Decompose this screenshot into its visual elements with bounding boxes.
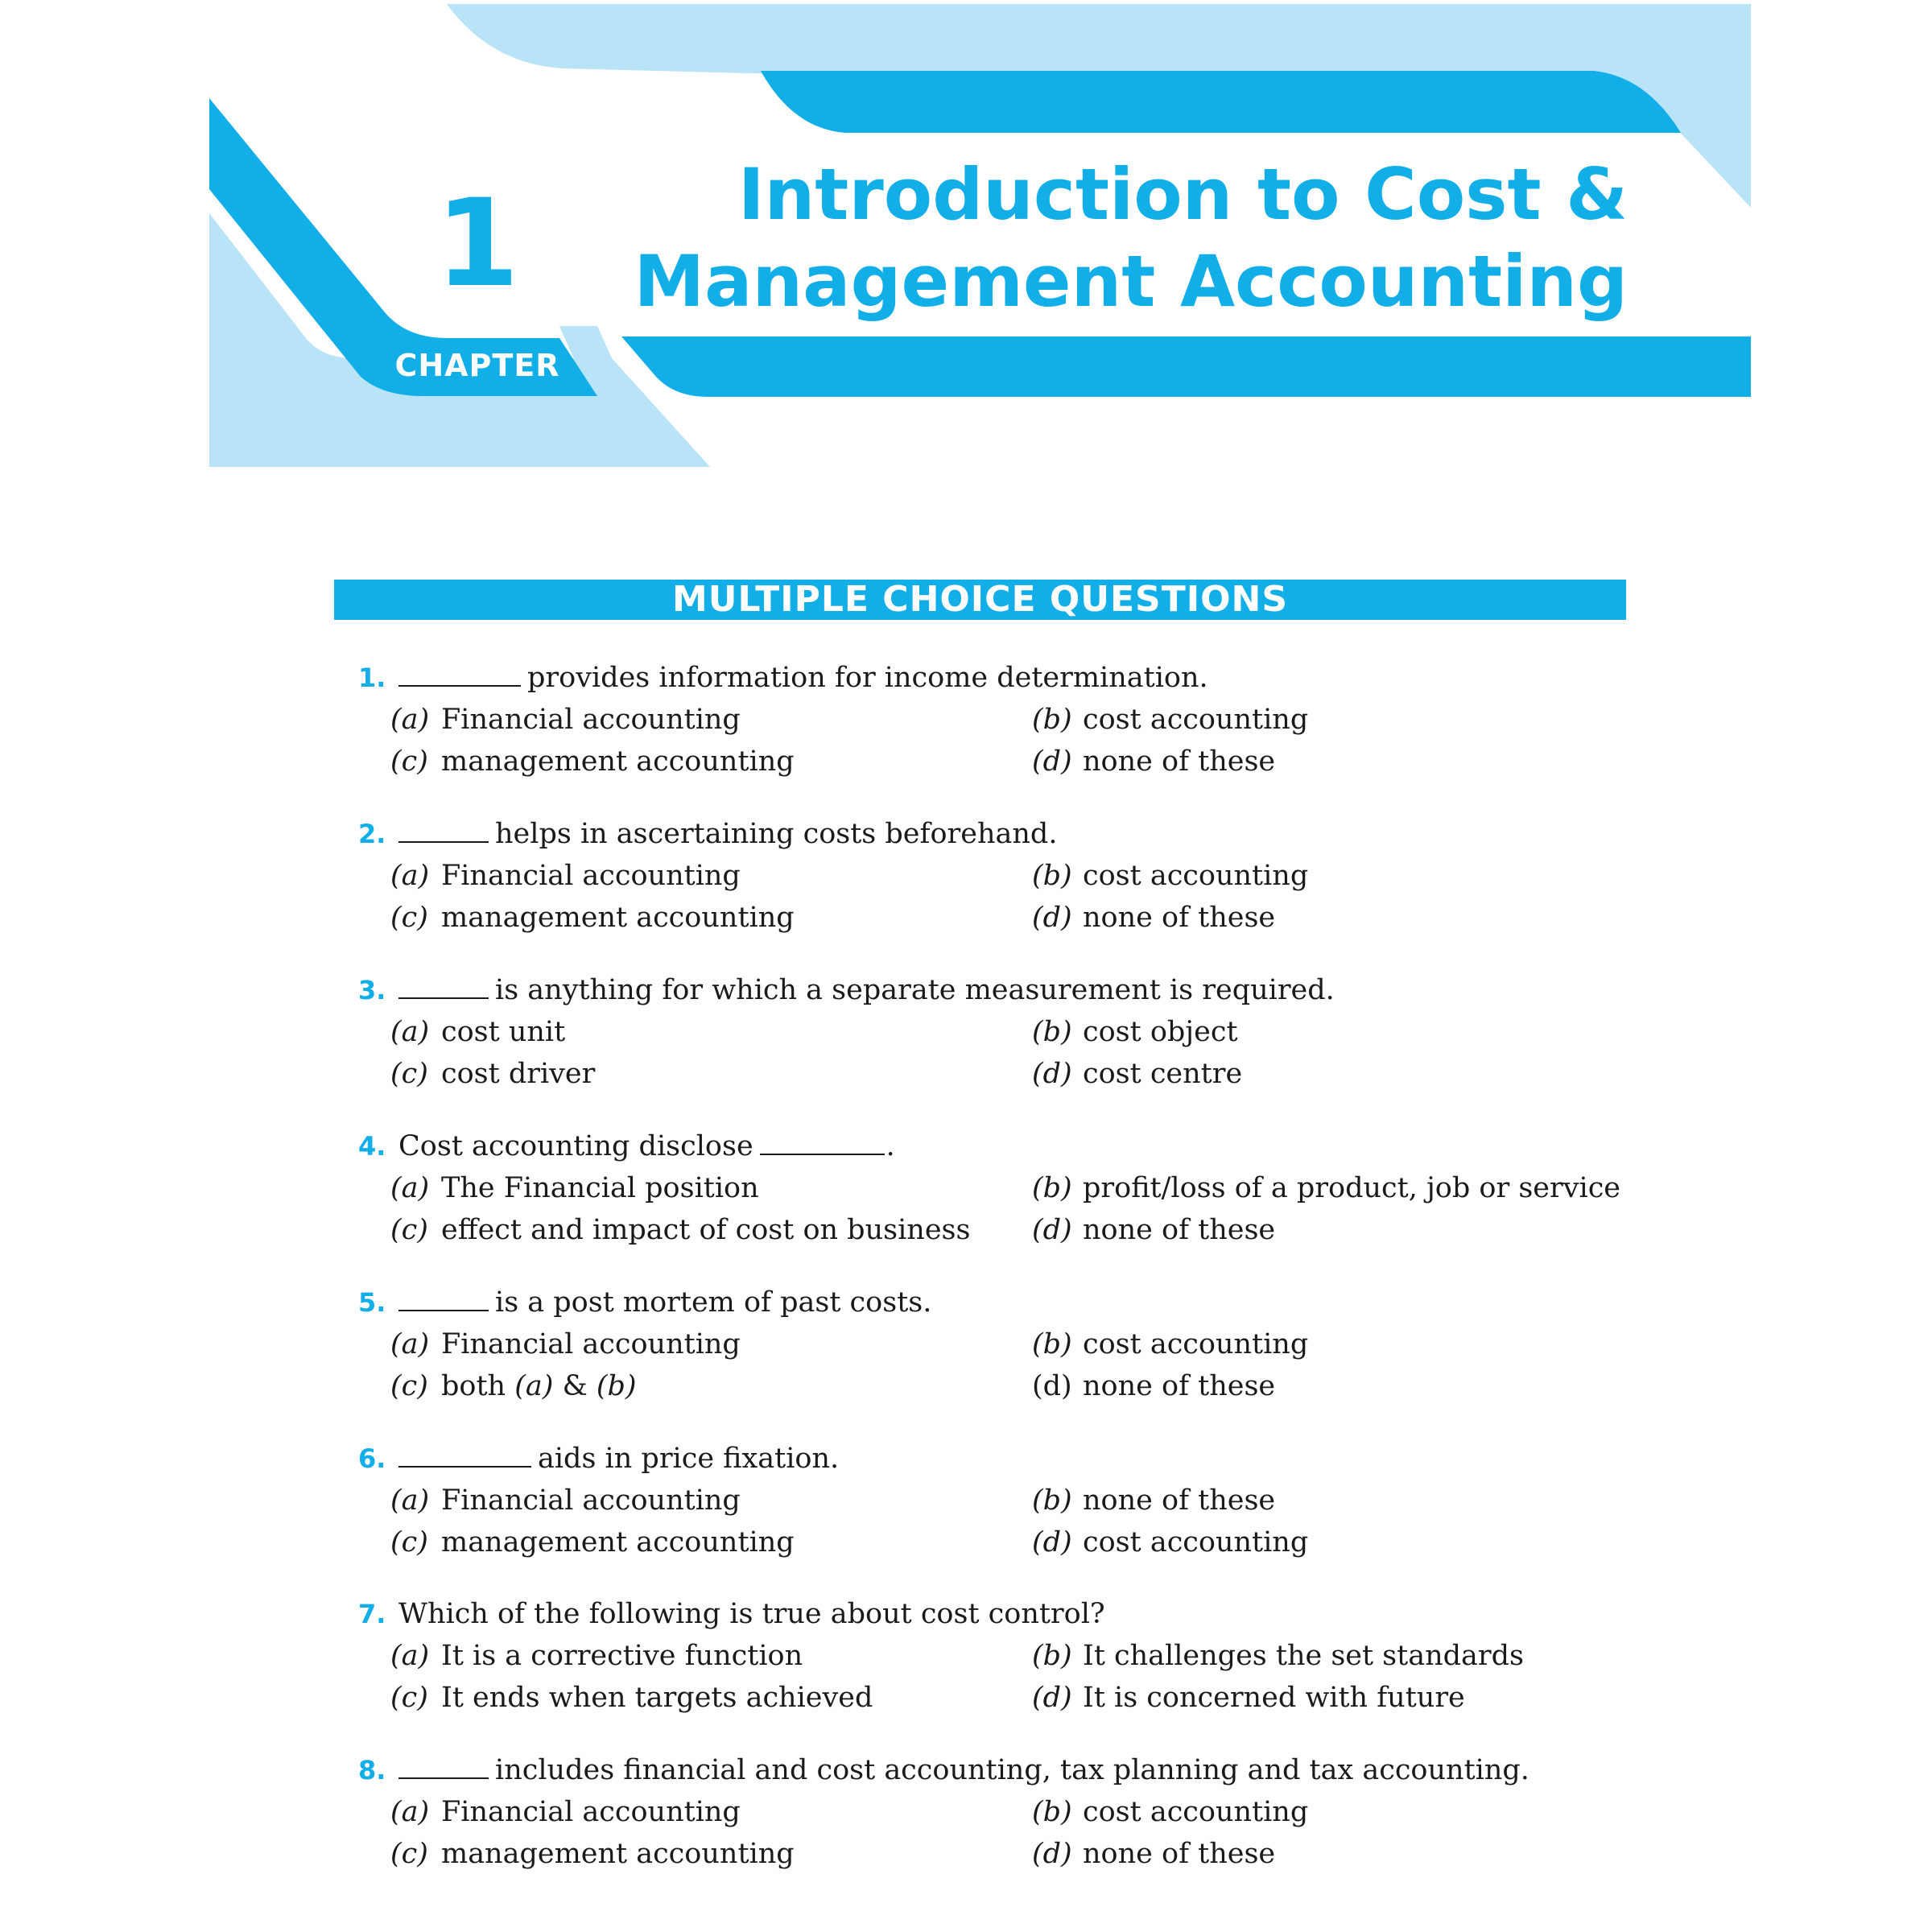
- option-text: It ends when targets achieved: [441, 1682, 873, 1714]
- option-text: management accounting: [441, 1838, 795, 1870]
- option-c: [390, 1209, 1032, 1251]
- option-text: cost accounting: [1083, 704, 1309, 736]
- question-text-end: .: [886, 1130, 895, 1162]
- option-letter: (d): [1032, 902, 1072, 934]
- question-text: aids in price fixation.: [538, 1443, 840, 1475]
- option-b: [1032, 1480, 1622, 1521]
- option-text: The Financial position: [441, 1172, 759, 1204]
- option-a: [390, 1323, 1032, 1365]
- option-text: cost driver: [441, 1058, 596, 1090]
- answer-blank: [398, 968, 489, 999]
- answer-blank: [760, 1125, 885, 1155]
- question-text: includes financial and cost accounting, tax planning and tax accounting.: [495, 1754, 1530, 1786]
- option-text: cost object: [1083, 1016, 1238, 1048]
- option-text: cost accounting: [1083, 1328, 1309, 1360]
- option-letter: (a): [390, 704, 430, 736]
- option-text: It is concerned with future: [1083, 1682, 1465, 1714]
- option-b: [1032, 1635, 1622, 1677]
- question-list: [358, 656, 1622, 1905]
- option-d: [1032, 1209, 1622, 1251]
- option-d: [1032, 1053, 1622, 1095]
- option-a: [390, 855, 1032, 897]
- option-letter: (c): [390, 1058, 428, 1090]
- option-letter: (b): [1032, 860, 1072, 892]
- option-letter: (d): [1032, 1526, 1072, 1558]
- chapter-title: [634, 151, 1628, 325]
- option-c: [390, 1521, 1032, 1563]
- option-letter: (c): [390, 1526, 428, 1558]
- question-number: 7.: [358, 1599, 386, 1629]
- option-text: management accounting: [441, 902, 795, 934]
- option-b: [1032, 1791, 1622, 1833]
- question-3: [358, 968, 1622, 1095]
- option-letter: (b): [1032, 1484, 1072, 1517]
- question-text: Cost accounting disclose: [398, 1130, 753, 1162]
- option-letter: (b): [1032, 1796, 1072, 1828]
- question-number: 6.: [358, 1443, 386, 1474]
- answer-blank: [398, 1281, 489, 1311]
- option-ref-a: (a): [514, 1370, 554, 1402]
- question-text: is a post mortem of past costs.: [495, 1286, 932, 1319]
- option-a: [390, 1635, 1032, 1677]
- option-text: none of these: [1083, 1214, 1276, 1246]
- option-c: [390, 1365, 1032, 1407]
- answer-blank: [398, 656, 521, 687]
- chapter-title-line-1: Introduction to Cost &: [737, 153, 1628, 236]
- answer-blank: [398, 812, 489, 843]
- question-number: 5.: [358, 1287, 386, 1318]
- option-text: Financial accounting: [441, 860, 741, 892]
- option-text: Financial accounting: [441, 1328, 741, 1360]
- option-text: Financial accounting: [441, 1796, 741, 1828]
- option-letter: (b): [1032, 704, 1072, 736]
- option-letter: (d): [1032, 1214, 1072, 1246]
- option-letter: (a): [390, 1016, 430, 1048]
- option-d: [1032, 1521, 1622, 1563]
- option-text: cost unit: [441, 1016, 566, 1048]
- option-d: [1032, 741, 1622, 782]
- option-letter: (a): [390, 860, 430, 892]
- option-text: none of these: [1083, 745, 1276, 778]
- option-letter: (d): [1032, 1682, 1072, 1714]
- option-letter: (a): [390, 1640, 430, 1672]
- option-text: none of these: [1083, 1484, 1276, 1517]
- option-letter: (a): [390, 1796, 430, 1828]
- question-text: Which of the following is true about cost control?: [398, 1598, 1105, 1630]
- option-letter: (c): [390, 902, 428, 934]
- option-text: Financial accounting: [441, 704, 741, 736]
- question-6: [358, 1437, 1622, 1563]
- option-letter: (b): [1032, 1640, 1072, 1672]
- option-letter: (a): [390, 1484, 430, 1517]
- option-text: none of these: [1083, 1370, 1276, 1402]
- option-c: [390, 1677, 1032, 1719]
- option-text: [441, 1365, 637, 1407]
- option-text-main: both: [441, 1370, 506, 1402]
- option-text: profit/loss of a product, job or service: [1083, 1172, 1621, 1204]
- option-c: [390, 741, 1032, 782]
- option-d: [1032, 1677, 1622, 1719]
- option-letter: (c): [390, 1370, 428, 1402]
- chapter-number: 1: [435, 174, 520, 314]
- question-7: [358, 1593, 1622, 1719]
- option-text: cost accounting: [1083, 860, 1309, 892]
- option-letter: (a): [390, 1328, 430, 1360]
- question-number: 1.: [358, 663, 386, 693]
- section-heading: MULTIPLE CHOICE QUESTIONS: [334, 580, 1626, 620]
- question-4: [358, 1125, 1622, 1251]
- option-a: [390, 1791, 1032, 1833]
- option-d: [1032, 1365, 1622, 1407]
- option-text: Financial accounting: [441, 1484, 741, 1517]
- option-letter: (b): [1032, 1328, 1072, 1360]
- option-letter: (d): [1032, 1838, 1072, 1870]
- option-letter: (c): [390, 745, 428, 778]
- question-2: [358, 812, 1622, 939]
- option-b: [1032, 1167, 1622, 1209]
- option-text: cost accounting: [1083, 1526, 1309, 1558]
- question-number: 4.: [358, 1131, 386, 1162]
- option-letter: (d): [1032, 1058, 1072, 1090]
- option-d: [1032, 897, 1622, 939]
- option-letter: (d): [1032, 745, 1072, 778]
- chapter-label: CHAPTER: [394, 348, 560, 383]
- option-c: [390, 1053, 1032, 1095]
- option-b: [1032, 699, 1622, 741]
- option-text: management accounting: [441, 1526, 795, 1558]
- option-letter: (a): [390, 1172, 430, 1204]
- option-text: It challenges the set standards: [1083, 1640, 1524, 1672]
- option-a: [390, 1011, 1032, 1053]
- option-amp: &: [562, 1370, 588, 1402]
- option-d: [1032, 1833, 1622, 1875]
- question-number: 8.: [358, 1755, 386, 1785]
- question-text: provides information for income determination.: [527, 662, 1208, 694]
- question-text: helps in ascertaining costs beforehand.: [495, 818, 1058, 850]
- option-a: [390, 699, 1032, 741]
- question-number: 3.: [358, 975, 386, 1005]
- answer-blank: [398, 1748, 489, 1779]
- option-letter: (d): [1032, 1370, 1072, 1402]
- option-letter: (b): [1032, 1016, 1072, 1048]
- option-text: effect and impact of cost on business: [441, 1214, 971, 1246]
- option-text: management accounting: [441, 745, 795, 778]
- option-b: [1032, 855, 1622, 897]
- chapter-title-line-2: Management Accounting: [634, 240, 1628, 323]
- option-a: [390, 1167, 1032, 1209]
- option-letter: (c): [390, 1682, 428, 1714]
- question-1: [358, 656, 1622, 782]
- option-c: [390, 897, 1032, 939]
- question-5: [358, 1281, 1622, 1407]
- option-letter: (c): [390, 1214, 428, 1246]
- option-text: cost centre: [1083, 1058, 1243, 1090]
- option-text: none of these: [1083, 1838, 1276, 1870]
- option-b: [1032, 1323, 1622, 1365]
- question-8: [358, 1748, 1622, 1875]
- question-text: is anything for which a separate measurement is required.: [495, 974, 1335, 1006]
- option-b: [1032, 1011, 1622, 1053]
- option-text: none of these: [1083, 902, 1276, 934]
- option-letter: (c): [390, 1838, 428, 1870]
- option-text: It is a corrective function: [441, 1640, 803, 1672]
- answer-blank: [398, 1437, 531, 1468]
- option-c: [390, 1833, 1032, 1875]
- option-letter: (b): [1032, 1172, 1072, 1204]
- option-ref-b: (b): [596, 1370, 637, 1402]
- option-text: cost accounting: [1083, 1796, 1309, 1828]
- option-a: [390, 1480, 1032, 1521]
- question-number: 2.: [358, 819, 386, 849]
